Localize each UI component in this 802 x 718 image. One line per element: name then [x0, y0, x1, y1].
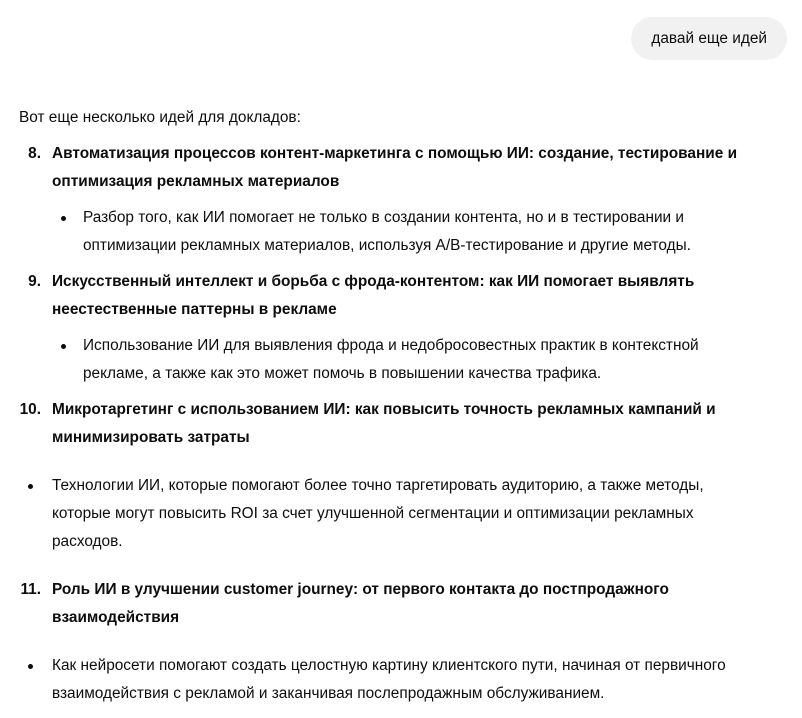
list-item-9: [19, 268, 779, 324]
list-number: 9.: [28, 273, 41, 290]
sub-bullet: [52, 204, 779, 260]
user-message-bubble: [631, 17, 787, 60]
bullet-line: Технологии ИИ, которые помогают более точно таргетировать аудиторию, а также методы,: [52, 477, 704, 494]
list-item-heading: [52, 268, 779, 324]
bullet-icon: [61, 216, 66, 221]
bullet-line: Как нейросети помогают создать целостную картину клиентского пути, начиная от первичного: [52, 657, 726, 674]
loose-bullet: [19, 472, 779, 556]
list-number: 8.: [28, 145, 41, 162]
bullet-line: оптимизации рекламных материалов, используя A/B-тестирование и другие методы.: [83, 237, 691, 254]
list-item-heading: [52, 140, 779, 196]
heading-line: Искусственный интеллект и борьба с фрода-контентом: как ИИ помогает выявлять: [52, 273, 695, 290]
loose-bullet: [19, 652, 779, 708]
bullet-line: расходов.: [52, 533, 123, 550]
bullet-line: рекламе, а также как это может помочь в повышении качества трафика.: [83, 365, 602, 382]
list-item-10: [19, 396, 779, 452]
bullet-icon: [28, 484, 33, 489]
bullet-line: Использование ИИ для выявления фрода и недобросовестных практик в контекстной: [83, 337, 699, 354]
bullet-icon: [61, 344, 66, 349]
heading-line: Автоматизация процессов контент-маркетинга с помощью ИИ: создание, тестирование и: [52, 145, 738, 162]
bullet-line: которые могут повысить ROI за счет улучшенной сегментации и оптимизации рекламных: [52, 505, 694, 522]
heading-line: оптимизация рекламных материалов: [52, 173, 340, 190]
heading-line: неестественные паттерны в рекламе: [52, 301, 337, 318]
bullet-line: взаимодействия с рекламой и заканчивая послепродажным обслуживанием.: [52, 685, 605, 702]
assistant-response: [19, 104, 779, 708]
list-item-11: [19, 576, 779, 632]
list-item-heading: [52, 576, 779, 632]
heading-line: Роль ИИ в улучшении customer journey: от первого контакта до постпродажного: [52, 581, 669, 598]
heading-line: минимизировать затраты: [52, 429, 250, 446]
heading-line: взаимодействия: [52, 609, 180, 626]
sub-bullet: [52, 332, 779, 388]
list-item-8: [19, 140, 779, 196]
list-number: 11.: [20, 581, 41, 598]
list-item-heading: [52, 396, 779, 452]
response-intro: Вот еще несколько идей для докладов:: [19, 109, 301, 126]
bullet-line: Разбор того, как ИИ помогает не только в создании контента, но и в тестировании и: [83, 209, 685, 226]
bullet-icon: [28, 664, 33, 669]
list-number: 10.: [19, 401, 41, 418]
heading-line: Микротаргетинг с использованием ИИ: как повысить точность рекламных кампаний и: [52, 401, 716, 418]
user-message-text: давай еще идей: [651, 29, 767, 47]
